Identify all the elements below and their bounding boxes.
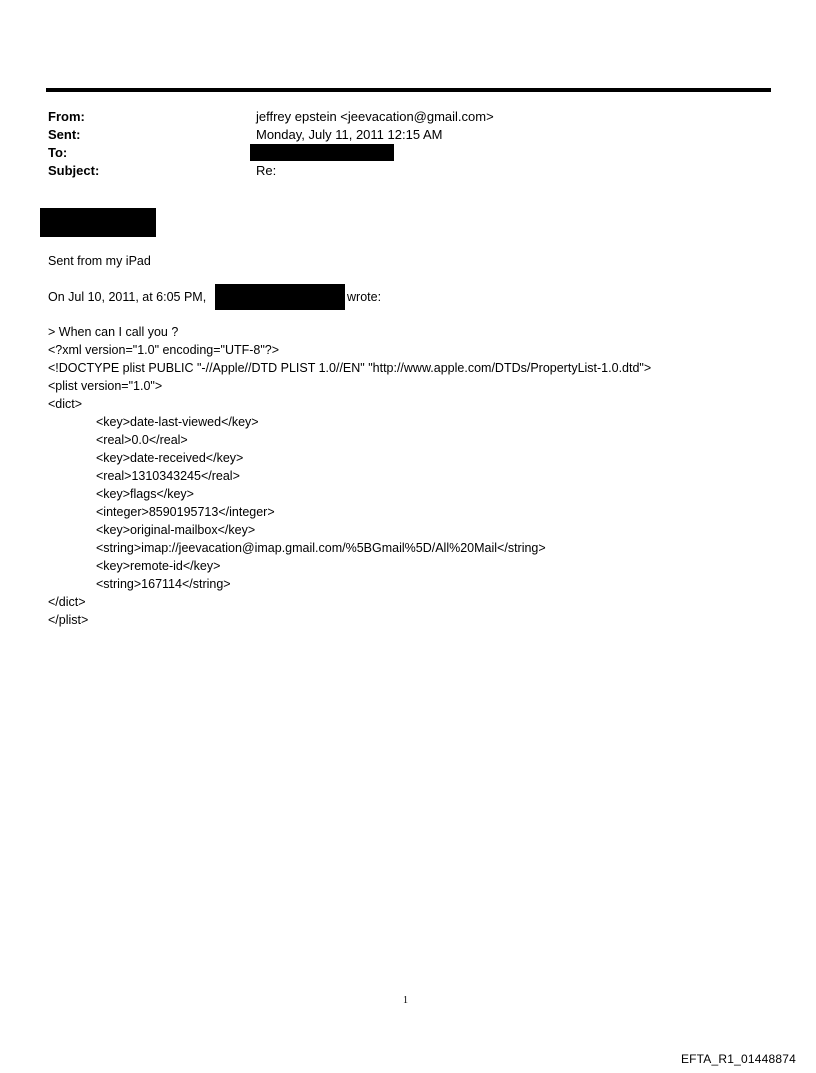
from-row — [48, 108, 768, 126]
from-label: From: — [48, 109, 85, 124]
dict-entry-line: <real>1310343245</real> — [96, 469, 240, 483]
plist-open-line: <plist version="1.0"> — [48, 379, 163, 393]
dict-entry-line: <string>167114</string> — [96, 577, 231, 591]
dict-entry-line: <key>date-received</key> — [96, 451, 244, 465]
to-redaction — [250, 144, 394, 161]
from-value: jeffrey epstein <jeevacation@gmail.com> — [256, 109, 494, 124]
dict-entry-line: <key>remote-id</key> — [96, 559, 221, 573]
signature-line: Sent from my iPad — [48, 254, 151, 268]
subject-value: Re: — [256, 163, 277, 178]
dict-entry-line: <real>0.0</real> — [96, 433, 188, 447]
subject-row — [48, 162, 768, 180]
dict-entry-line: <key>flags</key> — [96, 487, 194, 501]
sent-row — [48, 126, 768, 144]
sender-redaction — [215, 284, 345, 310]
bates-number: EFTA_R1_01448874 — [680, 1052, 796, 1066]
to-label: To: — [48, 145, 68, 160]
plist-close-line: </plist> — [48, 613, 89, 627]
quote-intro-suffix: wrote: — [347, 290, 382, 304]
sent-value: Monday, July 11, 2011 12:15 AM — [256, 127, 443, 142]
dict-close-line: </dict> — [48, 595, 86, 609]
quote-intro-prefix: On Jul 10, 2011, at 6:05 PM, — [48, 290, 207, 304]
quoted-line: > When can I call you ? — [48, 325, 179, 339]
dict-entry-line: <key>date-last-viewed</key> — [96, 415, 259, 429]
dict-open-line: <dict> — [48, 397, 83, 411]
dict-entry-line: <string>imap://jeevacation@imap.gmail.com/%5BGmail%5D/All%20Mail</string> — [96, 541, 546, 555]
dict-entry-line: <key>original-mailbox</key> — [96, 523, 256, 537]
email-header — [48, 108, 768, 180]
dict-entry-line: <integer>8590195713</integer> — [96, 505, 275, 519]
header-divider — [46, 88, 771, 92]
doctype-line: <!DOCTYPE plist PUBLIC "-//Apple//DTD PLIST 1.0//EN" "http://www.apple.com/DTDs/PropertyList-1.0.dtd"> — [48, 361, 652, 375]
xml-declaration-line: <?xml version="1.0" encoding="UTF-8"?> — [48, 343, 280, 357]
sent-label: Sent: — [48, 127, 81, 142]
page-number: 1 — [403, 995, 408, 1006]
to-row — [48, 144, 768, 162]
subject-label: Subject: — [48, 163, 100, 178]
salutation-redaction — [40, 208, 156, 237]
